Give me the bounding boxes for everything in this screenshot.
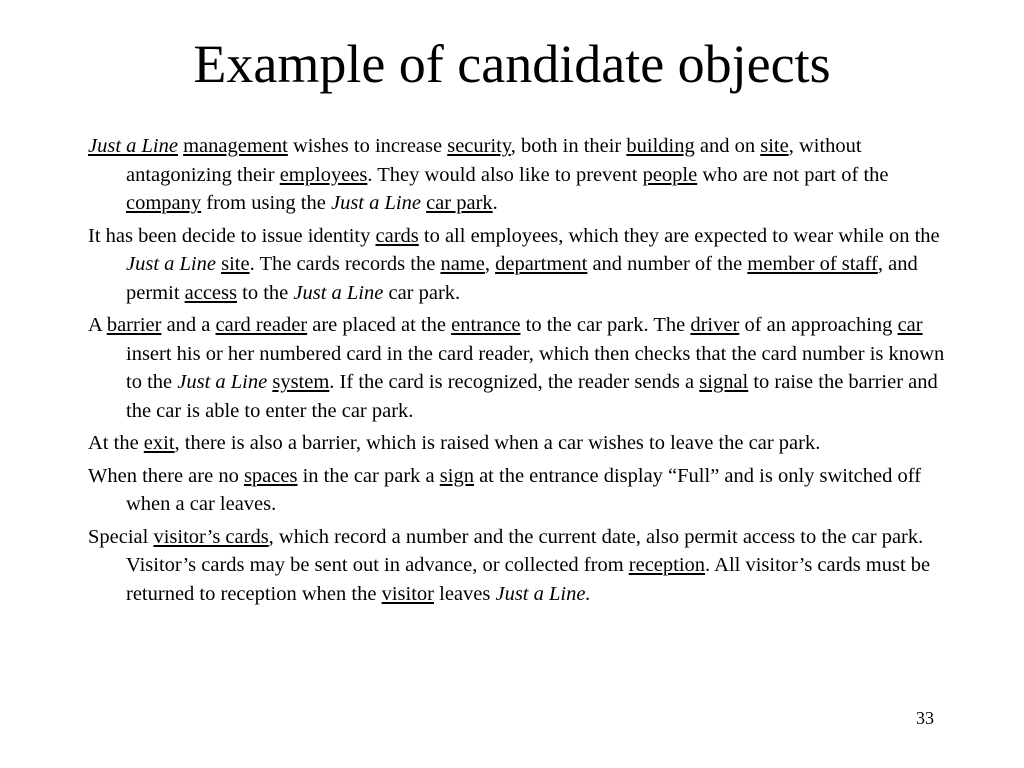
candidate-object: visitor [381,582,434,605]
candidate-object: building [626,135,695,157]
paragraph [88,429,948,458]
text-segment: , which record a number and the current date, also permit access to the car park. Visitor’s cards may be sent out in advance, or collected from [126,525,924,576]
page-number: 33 [916,708,934,728]
text-segment: at the entrance display “Full” and is only switched off when a car leaves. [126,464,922,515]
paragraph [88,132,948,218]
text-segment: Special [88,525,154,548]
paragraph [88,222,948,308]
text-segment: who are not part of the [697,163,889,186]
text-segment: insert his or her numbered card in the card reader, which then checks that the card number is known to the [126,342,945,393]
candidate-object: employees [279,163,368,186]
paragraph [88,311,948,425]
company-name: Just a Line [126,253,216,275]
text-segment: car park. [383,281,461,304]
candidate-object: visitor’s cards [153,525,269,548]
candidate-object: department [495,253,588,275]
candidate-object: management [183,135,288,157]
candidate-object: site [221,253,250,275]
text-segment: and on [694,135,761,157]
candidate-object: cards [375,224,419,247]
text-segment: At the [88,432,144,454]
paragraph [88,462,948,519]
candidate-object: reception [628,554,706,576]
text-segment: . If the card is recognized, the reader sends a [329,371,700,393]
text-segment: . All visitor’s cards must be returned to reception when the [126,554,931,605]
text-segment: , there is also a barrier, which is raised when a car wishes to leave the car park. [174,432,821,454]
text-segment: . The cards records the [249,253,441,275]
candidate-object: car park [426,192,493,214]
candidate-object: sign [439,464,474,487]
candidate-object: security [447,135,511,157]
company-name: Just a Line [293,281,384,304]
candidate-object: name [440,253,485,275]
text-segment: of an approaching [739,314,898,336]
text-segment: , [484,253,496,275]
candidate-object: signal [699,371,749,393]
candidate-object: company [126,192,202,214]
text-segment: and a [161,314,216,336]
text-segment: are placed at the [307,314,452,336]
text-segment: It has been decide to issue identity [88,224,376,247]
text-segment: wishes to increase [287,135,448,157]
candidate-object: Just a Line [88,135,178,157]
candidate-object: driver [690,314,740,336]
text-segment: to the car park. The [520,314,691,336]
text-segment: . [492,192,498,214]
text-segment: to all employees, which they are expected to wear while on the [418,224,940,247]
text-segment: in the car park a [297,464,440,487]
candidate-object: spaces [243,464,298,487]
text-segment: to raise the barrier and the car is able to enter the car park. [126,371,938,422]
text-segment: , without antagonizing their [126,135,862,186]
text-segment: . They would also like to prevent [367,163,643,186]
text-segment: to the [237,281,294,304]
candidate-object: site [760,135,789,157]
candidate-object: entrance [451,314,521,336]
text-segment: and number of the [587,253,748,275]
candidate-object: barrier [106,314,162,336]
candidate-object: car [897,314,923,336]
company-name: Just a Line [177,371,268,393]
paragraph [88,523,948,609]
candidate-object: people [642,163,698,186]
text-segment: , both in their [510,135,627,157]
candidate-object: member of staff [747,253,878,275]
text-segment: When there are no [88,464,244,487]
candidate-object: card reader [215,314,308,336]
company-name: Just a Line [330,192,421,214]
text-segment: from using the [201,192,331,214]
candidate-object: system [272,371,330,393]
text-segment: , and permit [126,253,918,304]
text-segment: leaves [434,582,496,605]
candidate-object: exit [143,432,175,454]
slide-body [88,132,948,612]
text-segment: A [88,314,107,336]
slide-title: Example of candidate objects [193,34,831,94]
company-name: Just a Line. [495,582,591,605]
candidate-object: access [184,281,237,304]
